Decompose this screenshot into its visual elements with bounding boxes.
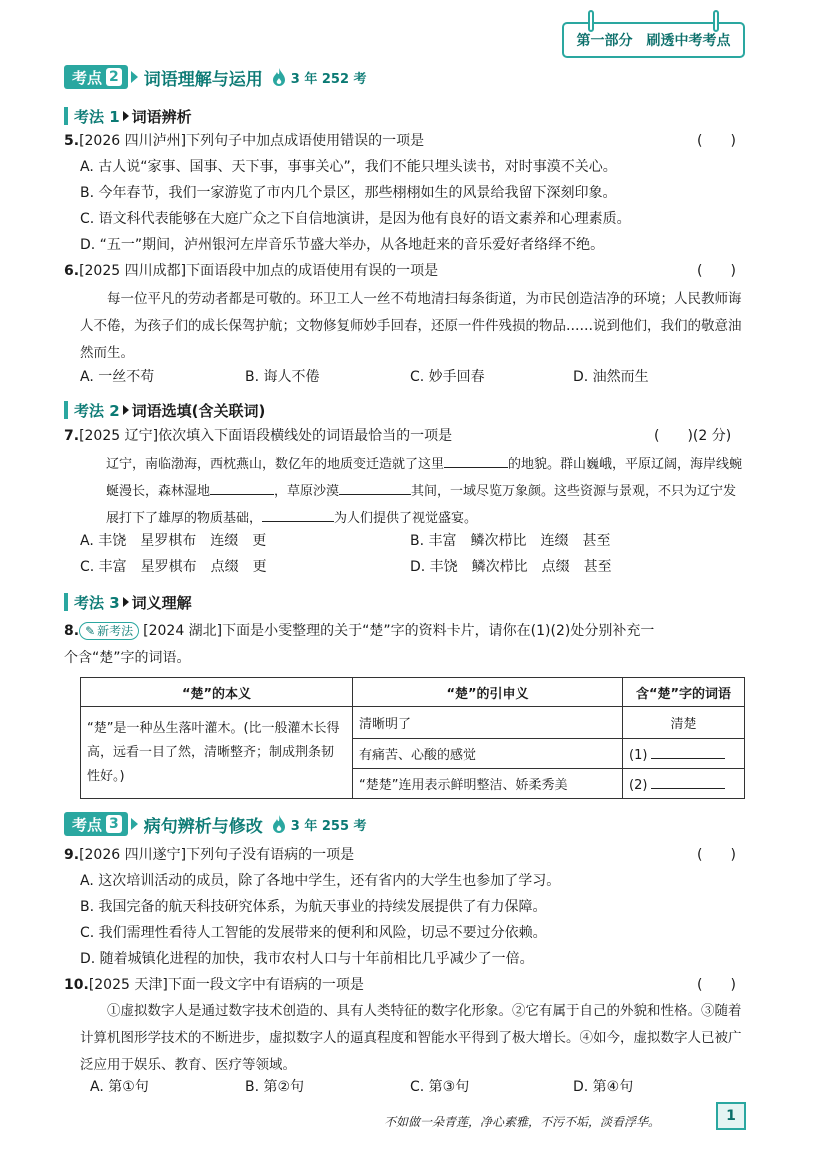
option: C. 我们需理性看待人工智能的发展带来的便利和风险，切忌不要过分依赖。 (80, 925, 547, 941)
answer-paren: ( ) (697, 847, 736, 863)
arrow-icon (131, 71, 138, 83)
table-header: “楚”的引申义 (353, 678, 623, 707)
question-stem: 5.[2026 四川泸州]下列句子中加点成语使用错误的一项是 (64, 133, 425, 149)
table-header: 含“楚”字的词语 (623, 678, 745, 707)
pen-icon: ✎ (85, 624, 96, 638)
option: D. 油然而生 (573, 369, 649, 385)
blank-line (444, 454, 508, 468)
answer-paren: ( ) (697, 263, 736, 279)
answer-paren: ( ) (697, 977, 736, 993)
option: C. 语文科代表能够在大庭广众之下自信地演讲，是因为他有良好的语文素养和心理素质。 (80, 211, 631, 227)
footer-motto: 不如做一朵青莲，净心素雅，不污不垢，淡看浮华。 (384, 1115, 661, 1129)
table-cell: 有痛苦、心酸的感觉 (353, 739, 623, 769)
option: A. 古人说“家事、国事、天下事，事事关心”，我们不能只埋头读书，对时事漠不关心。 (80, 159, 617, 175)
question-stem: 9.[2026 四川遂宁]下列句子没有语病的一项是 (64, 847, 355, 863)
blank-line[interactable] (651, 745, 725, 759)
section-count: 3 年 252 考 (290, 71, 367, 87)
option: A. 这次培训活动的成员，除了各地中学生，还有省内的大学生也参加了学习。 (80, 873, 561, 889)
arrow-icon (131, 818, 138, 830)
table-header: “楚”的本义 (81, 678, 353, 707)
blank-line[interactable] (651, 775, 725, 789)
option: A. 第①句 (90, 1079, 149, 1095)
passage: 每一位平凡的劳动者都是可敬的。环卫工人一丝不苟地清扫每条街道，为市民创造洁净的环境；人民教师诲人不倦，为孩子们的成长保驾护航；文物修复师妙手回春，还原一件件残损的物品……说到他们，我们的敬意油然而生。 (80, 291, 742, 361)
blank-line (210, 481, 274, 495)
part-label: 第一部分 (576, 33, 633, 49)
section-badge: 考点 2 (64, 65, 128, 89)
blank-line (339, 481, 411, 495)
page-number: 1 (716, 1102, 746, 1130)
part-header (562, 22, 745, 58)
option: D. “五一”期间，泸州银河左岸音乐节盛大举办，从各地赶来的音乐爱好者络绎不绝。 (80, 237, 605, 253)
table-cell: 清晰明了 (353, 707, 623, 739)
table-cell[interactable]: (1) (623, 739, 745, 769)
section-count: 3 年 255 考 (290, 818, 367, 834)
option: D. 丰饶 鳞次栉比 点缀 甚至 (410, 559, 612, 575)
question-stem: 6.[2025 四川成都]下面语段中加点的成语使用有误的一项是 (64, 263, 439, 279)
arrow-icon (123, 597, 129, 607)
part-title: 刷透中考考点 (646, 33, 731, 49)
option: C. 妙手回春 (410, 369, 485, 385)
passage: ①虚拟数字人是通过数字技术创造的、具有人类特征的数字化形象。②它有属于自己的外貌和性格。③随着计算机图形学技术的不断进步，虚拟数字人的逼真程度和智能水平得到了极大增长。④如今，虚拟数字人已被广泛应用于娱乐、教育、医疗等领域。 (80, 1003, 742, 1073)
section-header (64, 810, 367, 838)
option: A. 丰饶 星罗棋布 连缀 更 (80, 533, 267, 549)
method-header: 考法 3 词义理解 (64, 590, 192, 614)
option: D. 随着城镇化进程的加快，我市农村人口与十年前相比几乎减少了一倍。 (80, 951, 534, 967)
option: B. 丰富 鳞次栉比 连缀 甚至 (410, 533, 611, 549)
option: C. 第③句 (410, 1079, 470, 1095)
clip-decor (588, 10, 594, 32)
option: D. 第④句 (573, 1079, 634, 1095)
section-title: 病句辨析与修改 (143, 816, 263, 837)
question-stem: 8. ✎ 新考法 [2024 湖北] 下面是小雯整理的关于“楚”字的资料卡片，请你在(1)(2)处分别补充一 (64, 620, 654, 642)
info-card-table (80, 677, 745, 799)
option: B. 今年春节，我们一家游览了市内几个景区，那些栩栩如生的风景给我留下深刻印象。 (80, 185, 617, 201)
method-header: 考法 1 词语辨析 (64, 104, 192, 128)
flame-icon (271, 67, 287, 87)
new-method-tag: ✎ 新考法 (79, 622, 139, 640)
blank-line (262, 508, 334, 522)
answer-paren: ( ) (697, 133, 736, 149)
section-title: 词语理解与运用 (143, 69, 263, 90)
table-cell: “楚楚”连用表示鲜明整洁、娇柔秀美 (353, 769, 623, 799)
table-cell: “楚”是一种丛生落叶灌木。(比一般灌木长得高，远看一目了然，清晰整齐；制成荆条韧性好。) (81, 707, 353, 799)
option: B. 我国完备的航天科技研究体系，为航天事业的持续发展提供了有力保障。 (80, 899, 547, 915)
arrow-icon (123, 405, 129, 415)
option: A. 一丝不苟 (80, 369, 155, 385)
flame-icon (271, 814, 287, 834)
table-cell: 清楚 (623, 707, 745, 739)
option: B. 诲人不倦 (245, 369, 320, 385)
passage: 辽宁，南临渤海，西枕燕山，数亿年的地质变迁造就了这里 的地貌。群山巍峨，平原辽阔，海岸线蜿蜒漫长，森林湿地 ，草原沙漠 其间，一域尽览万象颜。这些资源与景观，不只为辽宁发展打下了雄厚的物质基础， 为人们提供了视觉盛宴。 (80, 451, 746, 532)
question-stem: 10.[2025 天津]下面一段文字中有语病的一项是 (64, 977, 364, 993)
option: B. 第②句 (245, 1079, 305, 1095)
option: C. 丰富 星罗棋布 点缀 更 (80, 559, 267, 575)
arrow-icon (123, 111, 129, 121)
section-badge: 考点 3 (64, 812, 128, 836)
answer-paren: ( )(2 分) (654, 428, 732, 444)
clip-decor (713, 10, 719, 32)
table-cell[interactable]: (2) (623, 769, 745, 799)
method-header: 考法 2 词语选填(含关联词) (64, 398, 265, 422)
section-header (64, 63, 367, 91)
question-stem-cont: 个含“楚”字的词语。 (64, 650, 191, 666)
question-stem: 7.[2025 辽宁]依次填入下面语段横线处的词语最恰当的一项是 (64, 428, 453, 444)
